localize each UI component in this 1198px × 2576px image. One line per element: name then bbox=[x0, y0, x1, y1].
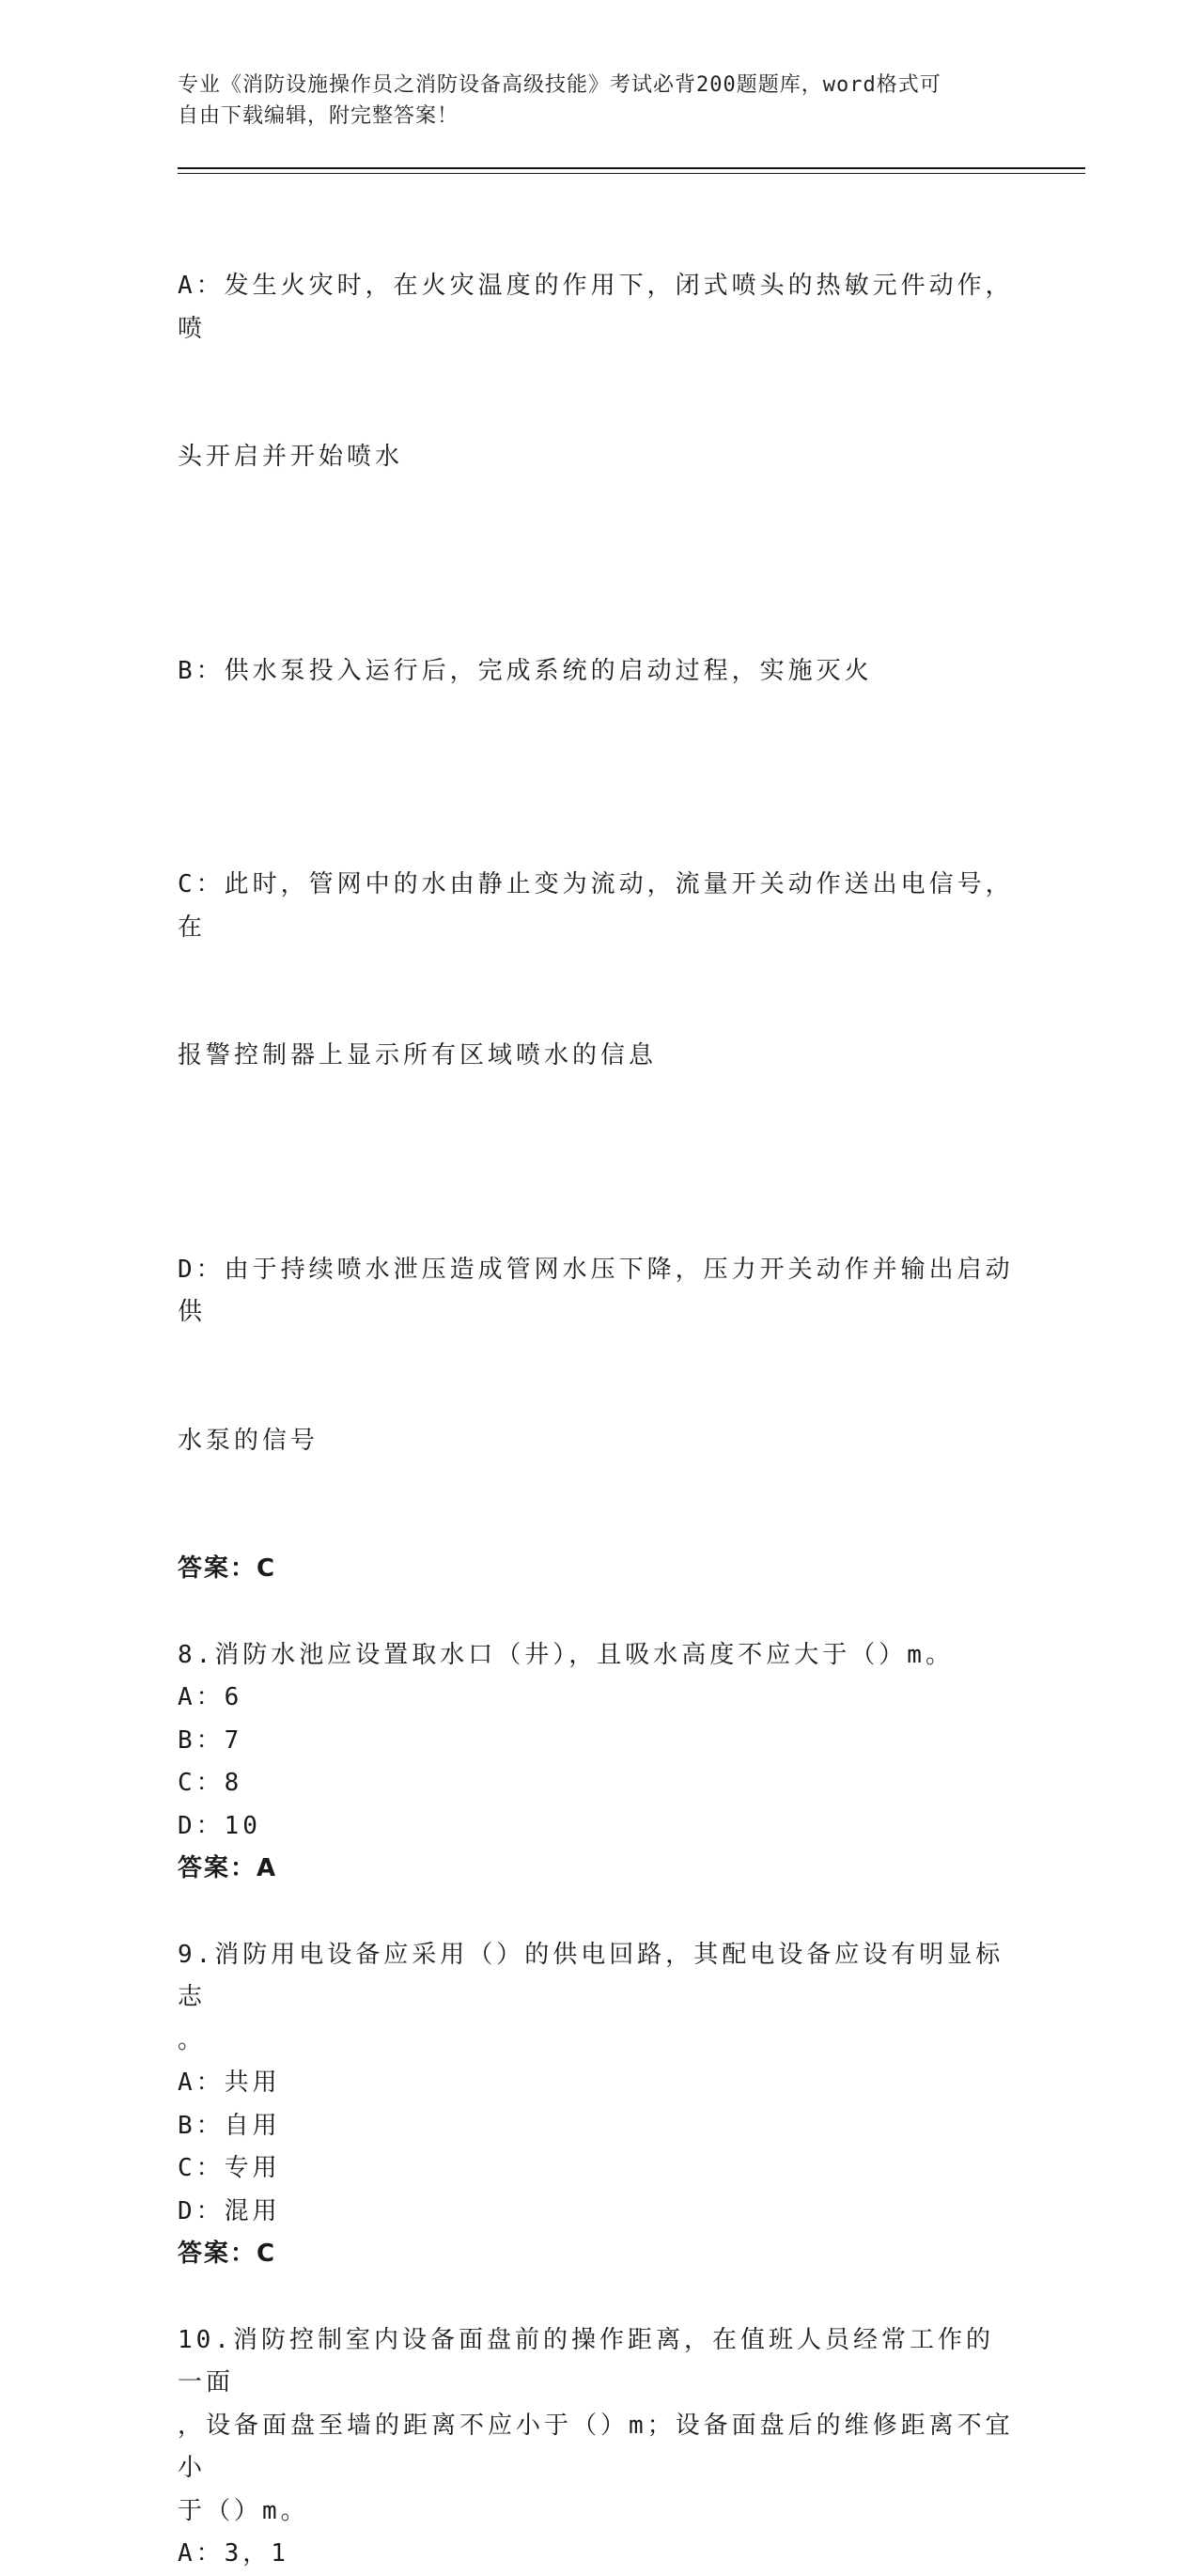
option-b: B：7 bbox=[178, 1725, 243, 1755]
option-a: A：共用 bbox=[178, 2069, 281, 2097]
question-text: 10.消防控制室内设备面盘前的操作距离，在值班人员经常工作的一面 ，设备面盘至墙的距离不应小于（）m；设备面盘后的维修距离不宜小 于（）m。 bbox=[178, 2325, 1014, 2525]
question-block-8 bbox=[178, 1634, 1014, 1891]
question-block-9 bbox=[178, 1934, 1014, 2276]
question-block-7 bbox=[178, 180, 1014, 1591]
question-text: 8.消防水池应设置取水口（井），且吸水高度不应大于（）m。 bbox=[178, 1640, 954, 1669]
header-line-1: 专业《消防设施操作员之消防设备高级技能》考试必背200题题库，word格式可 bbox=[178, 73, 941, 97]
option-d: D：混用 bbox=[178, 2196, 281, 2225]
option-c: C：专用 bbox=[178, 2154, 281, 2182]
option-d: D：10 bbox=[178, 1811, 261, 1840]
option-a: A：6 bbox=[178, 1683, 243, 1711]
document-body bbox=[178, 180, 1014, 2576]
option-a: A：发生火灾时，在火灾温度的作用下，闭式喷头的热敏元件动作，喷 头开启并开始喷水 bbox=[178, 272, 1014, 471]
option-a: A：3，1 bbox=[178, 2539, 289, 2568]
option-d: D：由于持续喷水泄压造成管网水压下降，压力开关动作并输出启动供 水泵的信号 bbox=[178, 1255, 1014, 1455]
answer: 答案：C bbox=[178, 2240, 277, 2268]
option-b: B：自用 bbox=[178, 2111, 281, 2140]
header-divider-thin bbox=[178, 173, 1085, 174]
document-header bbox=[178, 70, 1004, 132]
header-line-2: 自由下载编辑，附完整答案！ bbox=[178, 104, 459, 128]
question-text: 9.消防用电设备应采用（）的供电回路，其配电设备应设有明显标志 。 bbox=[178, 1940, 1004, 2054]
question-block-10 bbox=[178, 2319, 1014, 2576]
option-c: C：此时，管网中的水由静止变为流动，流量开关动作送出电信号，在 报警控制器上显示所有区域喷水的信息 bbox=[178, 870, 1014, 1069]
header-divider-thick bbox=[178, 167, 1085, 169]
option-b: B：供水泵投入运行后，完成系统的启动过程，实施灭火 bbox=[178, 656, 873, 685]
answer: 答案：A bbox=[178, 1854, 278, 1882]
option-c: C：8 bbox=[178, 1769, 243, 1797]
answer: 答案：C bbox=[178, 1554, 277, 1583]
